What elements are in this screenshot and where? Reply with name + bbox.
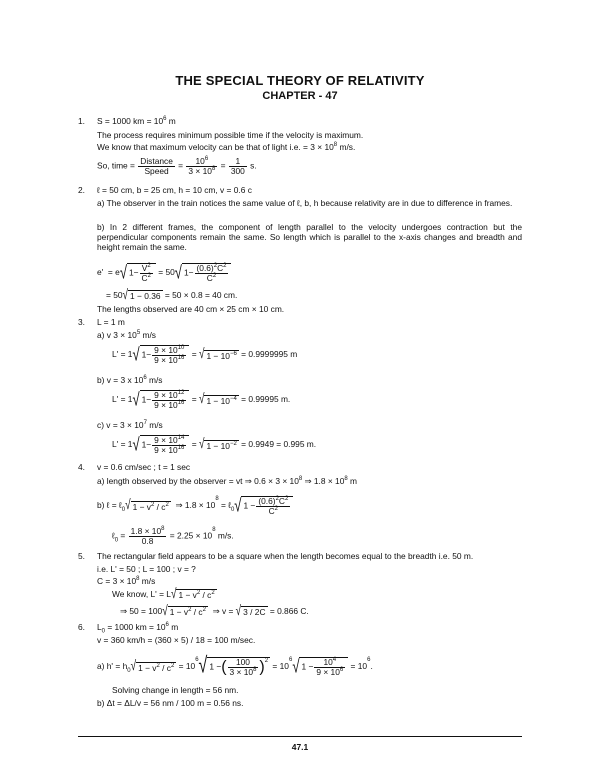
footer-divider (78, 736, 522, 737)
problem-2-given: ℓ = 50 cm, b = 25 cm, h = 10 cm, v = 0.6 c (97, 185, 252, 195)
problem-5-line5: ⇒ 50 = 100√ $1 - v^2 / c^2$ ⇒ v = √ 3 / 2C = 0.866 C. (120, 603, 309, 619)
problem-2-equation-2: = 50√ 1 − 0.36 = 50 × 0.8 = 40 cm. (106, 287, 238, 303)
problem-5-line1: The rectangular field appears to be a square when the length becomes equal to the breadth i.e. 50 m. (97, 551, 474, 561)
problem-6-solving: Solving change in length = 56 nm. (112, 685, 239, 695)
problem-3-number: 3. (78, 317, 85, 327)
problem-3-part-c-equation: L' = 1√ 1− $\frac{9 \times 10^{14}}{9 \times 10^{16}}$ = √ $1 - 10^{-2} = 0.9949 = 0.995$ m. (112, 433, 317, 455)
problem-4-rest-length: ℓ$_0$ = $\frac{1.8 \times 10^8}{0.8}$ = $2.25 \times 10^8$ m/s. (112, 526, 234, 546)
problem-2-result: The lengths observed are 40 cm × 25 cm × 10 cm. (97, 304, 285, 314)
problem-2-part-b: b) In 2 different frames, the component of length parallel to the velocity undergoes contraction but the perpendicular components remain the same. So length which is parallel to the x-axis changes and breadth and height remain the same. (97, 222, 522, 252)
problem-6-line2: v = 360 km/h = (360 × 5) / 18 = 100 m/sec. (97, 635, 256, 645)
problem-3-part-a-velocity: a) v $3 \times 10^5$ m/s (97, 330, 156, 340)
problem-3-part-b-velocity: b) v = 3 x $10^6$ m/s (97, 375, 163, 385)
problem-6-line1: $L_0 = 1000$ km = $10^6$ m (97, 622, 179, 635)
page-title: THE SPECIAL THEORY OF RELATIVITY (175, 73, 425, 88)
problem-3-part-a-equation: L' = 1√ 1− $\frac{9 \times 10^{10}}{9 \times 10^{16}}$ = √ $1 - 10^{-6} = 0.9999995$ m (112, 343, 298, 365)
problem-3-part-c-velocity: c) $v = 3 \times 10^7$ m/s (97, 420, 163, 430)
problem-1-distance: S = 1000 km = $10^6$ m (97, 116, 176, 126)
problem-5-number: 5. (78, 551, 85, 561)
chapter-heading: CHAPTER - 47 (262, 90, 338, 102)
problem-4-part-b-equation: b) ℓ = ℓ$_0$√ $1 - v^2 / c^2$ ⇒ $1.8 \times 10^8$ = ℓ$_0$√ 1 − $\frac{(0.6)^2C^2}{C^2}$ (97, 496, 293, 516)
problem-6-number: 6. (78, 622, 85, 632)
problem-5-line4: We know, L' = L√ $1 - v^2 / c^2$ (112, 586, 215, 602)
problem-2-number: 2. (78, 185, 85, 195)
page-number: 47.1 (291, 742, 309, 752)
problem-1-line1: The process requires minimum possible time if the velocity is maximum. (97, 130, 364, 140)
problem-1-line2: We know that maximum velocity can be that of light i.e. = $3 \times 10^8$ m/s. (97, 142, 356, 152)
problem-2-part-a: a) The observer in the train notices the same value of ℓ, b, h because relativity are in due to difference in frames. (97, 198, 513, 208)
problem-1-number: 1. (78, 116, 85, 126)
problem-4-number: 4. (78, 462, 85, 472)
problem-3-given: L = 1 m (97, 317, 125, 327)
problem-1-time-equation: So, time = $\frac{\text{Distance}}{\text{Speed}}$ = $\frac{10^6}{3 \times 10^8}$ = $\frac{1}{300}$ s. (97, 156, 257, 176)
problem-3-part-b-equation: L' = 1√ 1− $\frac{9 \times 10^{12}}{9 \times 10^{16}}$ = √ $1 - 10^{-4} = 0.99995$ m. (112, 388, 291, 410)
problem-2-equation-1: e' = e√ 1− $\frac{V^2}{C^2}$ = 50√ 1− $\frac{(0.6)^2C^2}{C^2}$ (97, 263, 231, 283)
problem-5-line2: i.e. L' = 50 ; L = 100 ; v = ? (97, 564, 196, 574)
problem-6-part-b: b) Δt = ΔL/v = 56 nm / 100 m = 0.56 ns. (97, 698, 244, 708)
problem-6-part-a-equation: a) $h' = h_0√$ $1 - v^2 / c^2 = 10^6√$ 1 −( $\frac{100}{3 \times 10^8}$ )$^2 = 10^6√$ 1 − $\frac{10^4}{9 \times 10^6}$ = $10^6$. (97, 654, 373, 679)
problem-4-part-a: a) length observed by the observer = vt ⇒ $0.6 \times 3 \times 10^8$ ⇒ $1.8 \times 10^8$ m (97, 476, 358, 486)
problem-5-line3: $C = 3 \times 10^8$ m/s (97, 576, 156, 586)
problem-4-given: v = 0.6 cm/sec ; t = 1 sec (97, 462, 191, 472)
